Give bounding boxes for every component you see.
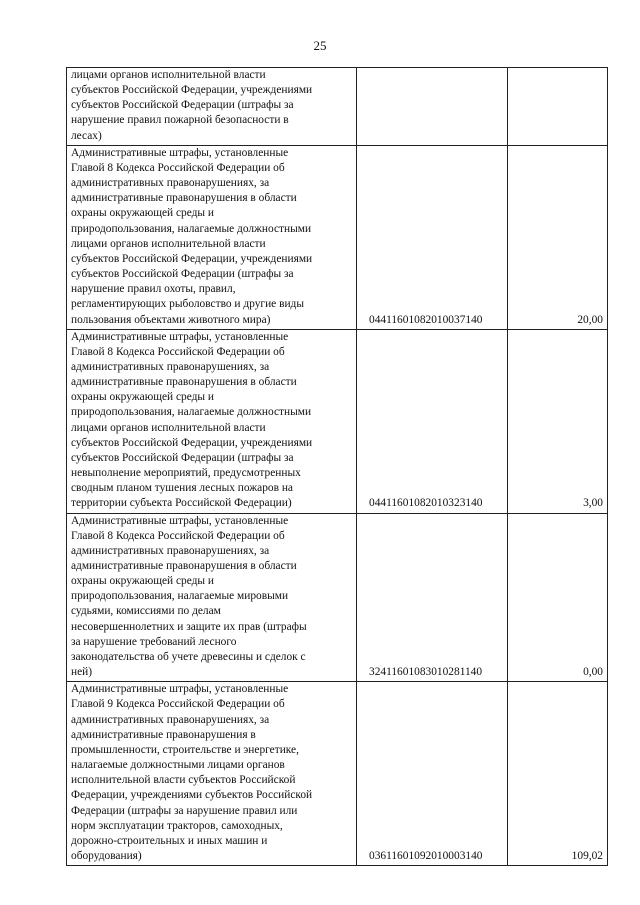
description-line: административные правонарушения в области (71, 192, 297, 205)
description-line: судьями, комиссиями по делам (71, 605, 221, 618)
description-line: Административные штрафы, установленные (71, 683, 289, 696)
description-line: Административные штрафы, установленные (71, 146, 289, 159)
description-line: несовершеннолетних и защите их прав (штрафы (71, 620, 307, 633)
revenue-table (66, 67, 608, 866)
row-description (67, 682, 357, 866)
row-description (67, 68, 357, 146)
description-line: Федерации, учреждениями субъектов Российской (71, 789, 313, 802)
row-budget-code: 03611601092010003140 (357, 682, 508, 866)
description-line: охраны окружающей среды и (71, 207, 215, 220)
description-line: субъектов Российской Федерации, учреждениями (71, 84, 313, 97)
description-line: субъектов Российской Федерации, учреждениями (71, 436, 313, 449)
row-amount: 3,00 (508, 329, 608, 513)
description-line: субъектов Российской Федерации (штрафы за (71, 268, 294, 281)
description-line: природопользования, налагаемые должностными (71, 222, 312, 235)
description-line: норм эксплуатации тракторов, самоходных, (71, 819, 283, 832)
description-line: невыполнение мероприятий, предусмотренных (71, 467, 301, 480)
description-line: административные правонарушения в области (71, 560, 297, 572)
description-line: сводным планом тушения лесных пожаров на (71, 482, 293, 495)
description-line: Административные штрафы, установленные (71, 330, 289, 343)
description-line: нарушение правил охоты, правил, (71, 283, 236, 296)
description-line: регламентирующих рыболовство и другие виды (71, 298, 305, 311)
row-budget-code: 04411601082010037140 (357, 145, 508, 329)
description-line: дорожно-строительных и иных машин и (71, 834, 268, 847)
description-line: Главой 9 Кодекса Российской Федерации об (71, 698, 285, 711)
description-line: нарушение правил пожарной безопасности в (71, 114, 289, 127)
description-line: природопользования, налагаемые мировыми (71, 590, 289, 603)
description-line: Федерации (штрафы за нарушение правил или (71, 804, 298, 817)
description-line: промышленности, строительстве и энергетике, (71, 743, 299, 756)
table-row (67, 513, 608, 682)
description-line: охраны окружающей среды и (71, 575, 215, 588)
description-line: Главой 8 Кодекса Российской Федерации об (71, 345, 285, 358)
table-row (67, 682, 608, 866)
description-line: административных правонарушениях, за (71, 713, 270, 726)
page-number: 25 (313, 38, 327, 53)
row-budget-code: 32411601083010281140 (357, 513, 508, 682)
description-line: лицами органов исполнительной власти (71, 237, 266, 250)
revenue-table-body (67, 68, 608, 866)
description-line: пользования объектами животного мира) (71, 313, 271, 326)
row-amount: 0,00 (508, 513, 608, 682)
description-line: оборудования) (71, 849, 142, 862)
description-line: субъектов Российской Федерации, учреждениями (71, 252, 313, 265)
description-line: ней) (71, 666, 93, 679)
description-line: лицами органов исполнительной власти (71, 421, 266, 434)
description-line: административных правонарушениях, за (71, 544, 270, 557)
description-line: законодательства об учете древесины и сделок с (71, 650, 306, 663)
description-line: лесах) (71, 129, 102, 142)
description-line: за нарушение требований лесного (71, 635, 237, 648)
table-row (67, 145, 608, 329)
description-line: административных правонарушениях, за (71, 360, 270, 373)
row-budget-code (357, 68, 508, 146)
description-line: административные правонарушения в (71, 728, 256, 741)
description-line: природопользования, налагаемые должностными (71, 406, 312, 419)
description-line: административных правонарушениях, за (71, 177, 270, 190)
description-line: административные правонарушения в области (71, 376, 297, 389)
row-description (67, 513, 357, 682)
row-description (67, 145, 357, 329)
table-row (67, 329, 608, 513)
description-line: Главой 8 Кодекса Российской Федерации об (71, 529, 285, 542)
table-row (67, 68, 608, 146)
description-line: территории субъекта Российской Федерации) (71, 497, 292, 510)
description-line: охраны окружающей среды и (71, 391, 215, 404)
description-line: субъектов Российской Федерации (штрафы за (71, 99, 294, 112)
row-budget-code: 04411601082010323140 (357, 329, 508, 513)
row-amount (508, 68, 608, 146)
row-amount: 20,00 (508, 145, 608, 329)
description-line: Главой 8 Кодекса Российской Федерации об (71, 161, 285, 174)
description-line: исполнительной власти субъектов Российской (71, 774, 296, 787)
description-line: Административные штрафы, установленные (71, 514, 289, 527)
description-line: лицами органов исполнительной власти (71, 69, 266, 81)
row-amount: 109,02 (508, 682, 608, 866)
description-line: налагаемые должностными лицами органов (71, 759, 285, 772)
description-line: субъектов Российской Федерации (штрафы за (71, 451, 294, 464)
row-description (67, 329, 357, 513)
